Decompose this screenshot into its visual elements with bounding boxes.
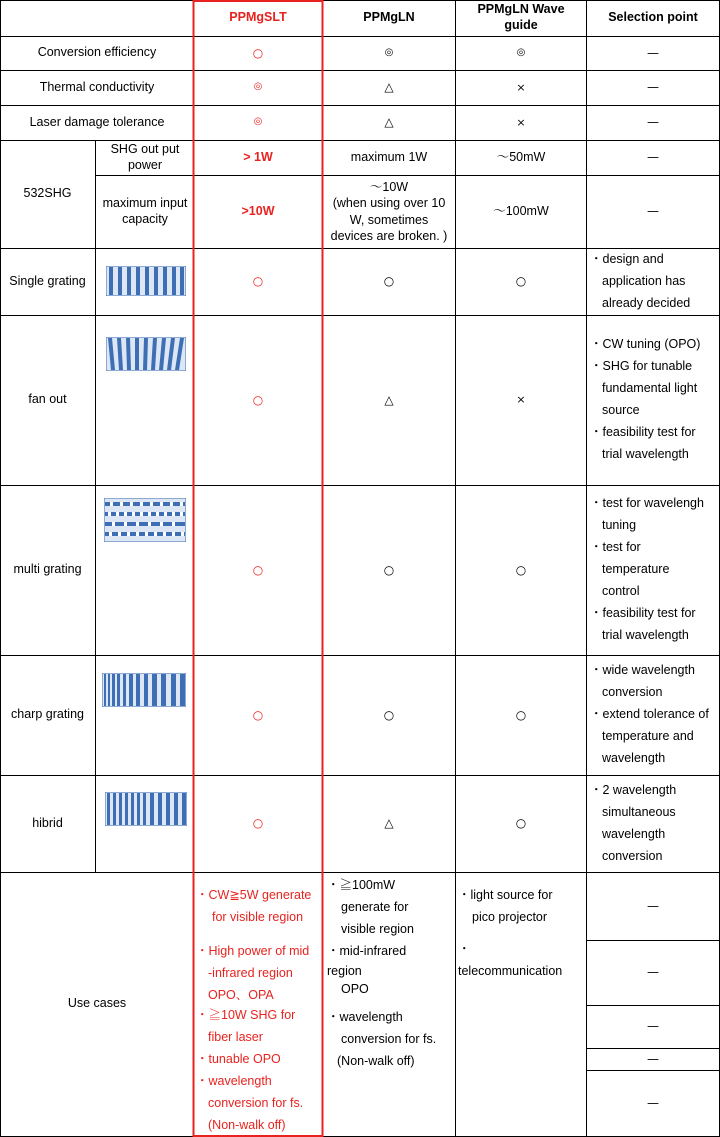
selection-hibrid: [590, 779, 718, 869]
selection-line: ・feasibility test for: [590, 425, 696, 439]
rating-cross: ×: [516, 393, 526, 407]
selection-charp: [590, 659, 718, 771]
use-case-line: (Non-walk off): [208, 1118, 286, 1132]
use-case-line: (Non-walk off): [337, 1054, 415, 1068]
use-case-line: visible region: [341, 922, 414, 936]
selection-dash: —: [647, 115, 659, 129]
sub-label-max-input-line2: capacity: [122, 211, 168, 226]
use-case-line: conversion for fs.: [341, 1032, 437, 1046]
multi-grating-icon: [104, 498, 186, 542]
use-cases-ln: [327, 874, 453, 1074]
selection-line: trial wavelength: [602, 447, 689, 461]
use-case-line: ・mid-infrared: [327, 944, 407, 958]
selection-line: temperature and: [602, 729, 694, 743]
sub-label-shg-out-power-line2: power: [127, 157, 163, 172]
selection-line: source: [602, 403, 640, 417]
row-label-fan-out: fan out: [28, 392, 67, 407]
rating-double-circle: ◎: [253, 116, 263, 128]
rating-circle: ○: [515, 707, 527, 722]
selection-line: application has: [602, 274, 686, 288]
header-ppmgln: PPMgLN: [363, 10, 415, 25]
use-case-line: ・≧100mW: [327, 878, 396, 892]
row-label-charp-grating: charp grating: [11, 707, 84, 722]
selection-dash: —: [647, 965, 659, 979]
rating-double-circle: ◎: [384, 46, 394, 58]
selection-fan-out: [590, 333, 718, 473]
use-case-line: ・≧10W SHG for: [196, 1008, 296, 1022]
selection-line: conversion: [602, 685, 663, 699]
rating-circle: ○: [383, 707, 395, 722]
selection-line: ・design and: [590, 252, 664, 266]
selection-line: ・test for: [590, 540, 641, 554]
ln-max-input-line3: W, sometimes: [349, 212, 429, 227]
rating-cross: ×: [516, 115, 526, 129]
row-label-use-cases: Use cases: [67, 996, 127, 1011]
fan-out-grating-icon: [106, 337, 186, 371]
sub-label-shg-out-power: [96, 140, 194, 175]
rating-triangle: △: [384, 816, 394, 830]
row-label-multi-grating: multi grating: [13, 562, 82, 577]
header-selection-point: Selection point: [608, 10, 698, 25]
rating-circle: ○: [252, 45, 264, 60]
rating-circle: ○: [515, 562, 527, 577]
selection-line: wavelength: [602, 827, 666, 841]
use-case-line: ・tunable OPO: [196, 1052, 281, 1066]
row-label-532shg: 532SHG: [23, 186, 72, 201]
header-waveguide-line1: PPMgLN Wave: [477, 2, 565, 17]
header-waveguide-line2: guide: [504, 18, 538, 32]
selection-multi: [590, 492, 718, 647]
selection-single: [590, 248, 718, 315]
selection-line: ・wide wavelength: [590, 663, 695, 677]
row-label-hibrid: hibrid: [32, 815, 63, 830]
ln-max-input-line1: ～10W: [369, 180, 409, 194]
use-case-line: pico projector: [472, 910, 548, 924]
row-label-conversion-efficiency: Conversion efficiency: [37, 45, 157, 60]
sub-label-shg-out-power-line1: SHG out put: [110, 141, 180, 156]
use-case-line: OPO、OPA: [208, 988, 274, 1002]
header-waveguide: [456, 0, 586, 36]
slt-max-input: >10W: [241, 203, 275, 218]
use-case-line: ・CW≧5W generate: [196, 888, 312, 902]
selection-dash: —: [647, 150, 659, 164]
use-case-line: telecommunication: [458, 964, 563, 978]
selection-line: tuning: [602, 518, 637, 532]
selection-line: ・SHG for tunable: [590, 359, 693, 373]
selection-line: wavelength: [602, 751, 666, 765]
selection-line: ・extend tolerance of: [590, 707, 709, 721]
selection-line: already decided: [602, 296, 691, 310]
use-case-line: region: [327, 964, 362, 978]
use-case-line: fiber laser: [208, 1030, 263, 1044]
selection-dash: —: [647, 1019, 659, 1033]
selection-dash: —: [647, 1095, 659, 1110]
selection-line: fundamental light: [602, 381, 698, 395]
slt-shg-power: > 1W: [243, 149, 273, 164]
row-label-thermal-conductivity: Thermal conductivity: [39, 79, 155, 94]
rating-triangle: △: [384, 80, 394, 94]
row-label-single-grating: Single grating: [9, 273, 86, 288]
use-case-line: generate for: [341, 900, 409, 914]
use-case-line: conversion for fs.: [208, 1096, 304, 1110]
wg-shg-power: ～50mW: [496, 149, 546, 164]
rating-circle: ○: [515, 816, 527, 830]
selection-dash: —: [647, 898, 659, 913]
selection-line: trial wavelength: [602, 628, 689, 642]
wg-max-input: ～100mW: [493, 203, 549, 218]
single-grating-icon: [106, 266, 186, 296]
rating-double-circle: ◎: [516, 46, 526, 58]
use-case-line: ・High power of mid: [196, 944, 310, 958]
selection-dash: —: [647, 1051, 659, 1066]
selection-line: control: [602, 584, 640, 598]
ln-max-input: [323, 175, 455, 248]
rating-circle: ○: [252, 707, 264, 722]
header-ppmgslt: PPMgSLT: [229, 10, 287, 25]
use-case-line: ・wavelength: [327, 1010, 403, 1024]
hibrid-grating-icon: [105, 792, 187, 826]
selection-line: ・test for wavelengh: [590, 496, 704, 510]
sub-label-max-input: [96, 175, 194, 248]
use-cases-wg: [458, 884, 584, 1004]
rating-triangle: △: [384, 115, 394, 129]
ln-max-input-line4: devices are broken. ): [330, 228, 448, 243]
use-case-line: OPO: [341, 982, 369, 996]
selection-dash: —: [647, 80, 659, 94]
rating-circle: ○: [383, 274, 395, 288]
rating-double-circle: ◎: [253, 81, 263, 93]
selection-line: conversion: [602, 849, 663, 863]
use-case-line: ・light source for: [458, 888, 553, 902]
selection-line: ・2 wavelength: [590, 783, 677, 797]
rating-triangle: △: [384, 392, 394, 407]
sub-label-max-input-line1: maximum input: [102, 195, 188, 210]
selection-dash: —: [647, 45, 659, 60]
selection-line: temperature: [602, 562, 670, 576]
row-label-laser-damage-tolerance: Laser damage tolerance: [29, 114, 165, 129]
rating-cross: ×: [516, 80, 526, 94]
selection-line: ・CW tuning (OPO): [590, 337, 701, 351]
ln-shg-power: maximum 1W: [350, 149, 428, 164]
use-case-line: ・wavelength: [196, 1074, 272, 1088]
use-case-line: ・: [458, 942, 471, 956]
rating-circle: ○: [252, 274, 264, 288]
use-case-line: for visible region: [212, 910, 304, 924]
rating-circle: ○: [252, 816, 264, 830]
selection-line: simultaneous: [602, 805, 676, 819]
ln-max-input-line2: (when using over 10: [332, 196, 446, 211]
rating-circle: ○: [252, 562, 264, 577]
selection-line: ・feasibility test for: [590, 606, 696, 620]
rating-circle: ○: [515, 274, 527, 288]
use-cases-slt: [196, 884, 320, 1134]
use-case-line: -infrared region: [208, 966, 293, 980]
charp-grating-icon: [102, 673, 186, 707]
selection-dash: —: [647, 204, 659, 218]
rating-circle: ○: [383, 562, 395, 577]
rating-circle: ○: [252, 392, 264, 407]
